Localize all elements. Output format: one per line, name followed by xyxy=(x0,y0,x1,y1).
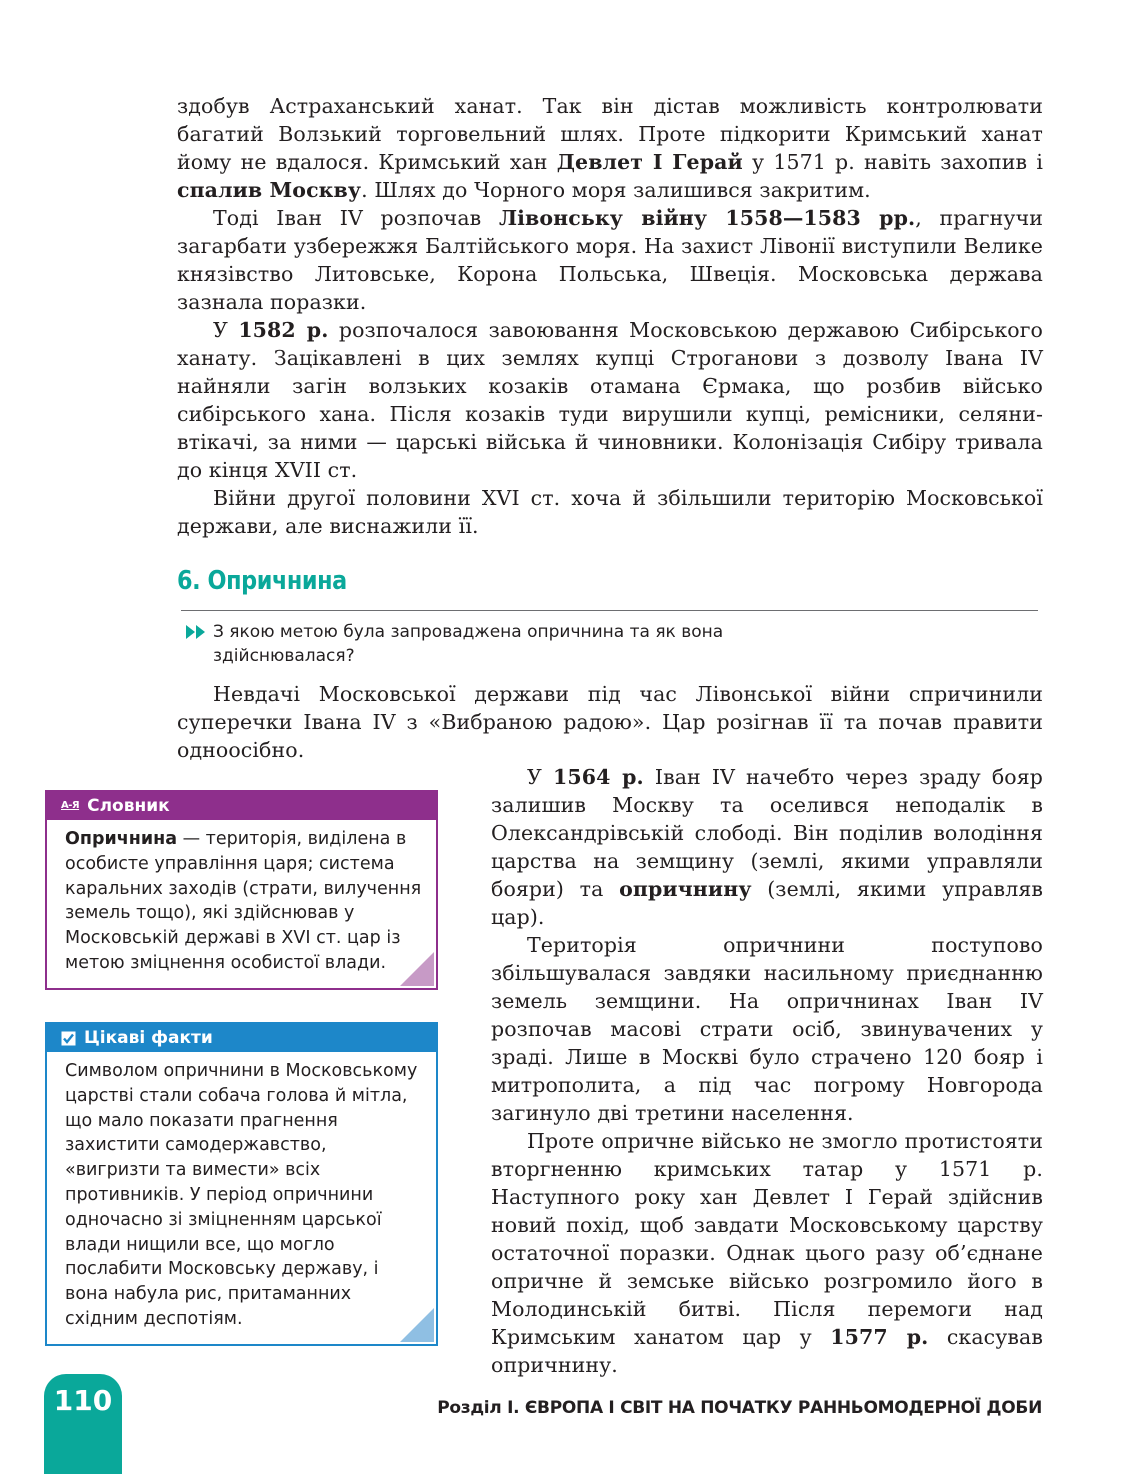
facts-header xyxy=(47,1024,436,1052)
paragraph xyxy=(491,1127,1043,1379)
text-run: (землі, якими управляв цар). xyxy=(491,877,1043,929)
text-run: У xyxy=(213,318,239,342)
facts-title: Цікаві факти xyxy=(84,1028,213,1048)
text-run: здобув Астраханський ханат. Так він дістав можливість контролювати багатий Волзький торговельний шлях. Проте підкорити Кримський ханат йому не вдалося. Кримський хан xyxy=(177,94,1043,174)
bold-term: опричнину xyxy=(619,877,752,901)
bold-term: 1564 р. xyxy=(552,765,644,789)
paragraph xyxy=(177,316,1043,484)
text-run: розпочалося завоювання Московською державою Сибірського ханату. Зацікавлені в цих землях купці Строганови з дозволу Івана IV найняли загін волзьких козаків отамана Єрмака, що розбив військо сибірського хана. Після козаків туди вирушили купці, ремісники, селяни-втікачі, за ними — царські війська й чиновники. Колонізація Сибіру тривала до кінця XVII ст. xyxy=(177,318,1043,482)
text-run: Невдачі Московської держави під час Лівонської війни спричинили суперечки Івана IV з «Вибраною радою». Цар розігнав її та почав правити одноосібно. xyxy=(177,682,1043,762)
body-text-right-column xyxy=(491,763,1043,1379)
text-run: У xyxy=(527,765,553,789)
checkbox-icon xyxy=(61,1031,76,1046)
bold-term: Лівонську війну 1558—1583 рр. xyxy=(498,206,916,230)
glossary-term: Опричнина xyxy=(65,829,178,849)
guiding-question xyxy=(186,620,786,668)
body-text-middle xyxy=(177,680,1043,764)
section-heading: 6. Опричнина xyxy=(177,566,347,596)
corner-triangle-icon xyxy=(400,1308,434,1342)
text-run: Іван IV начебто через зраду бояр залишив Москву та оселився неподалік в Олександрівській слободі. Він поділив володіння царства на земщину (землі, якими управляли бояри) та xyxy=(491,765,1043,901)
body-text-top xyxy=(177,92,1043,540)
text-run: Тоді Іван IV розпочав xyxy=(213,206,499,230)
question-text: З якою метою була запроваджена опричнина та як вона здійснювалася? xyxy=(213,622,724,666)
glossary-title: Словник xyxy=(87,796,170,816)
heading-divider xyxy=(181,610,1038,611)
dictionary-icon: А-Я xyxy=(61,800,80,811)
text-run: скасував опричнину. xyxy=(491,1325,1043,1377)
paragraph xyxy=(177,92,1043,204)
running-title: Розділ І. ЄВРОПА І СВІТ НА ПОЧАТКУ РАННЬОМОДЕРНОЇ ДОБИ xyxy=(437,1398,1042,1418)
double-arrow-icon xyxy=(186,625,208,639)
paragraph xyxy=(177,484,1043,540)
paragraph xyxy=(177,204,1043,316)
glossary-body xyxy=(47,820,436,976)
text-run: . Шлях до Чорного моря залишився закритим. xyxy=(361,178,871,202)
bold-term: Девлет І Герай xyxy=(556,150,743,174)
bold-term: 1577 р. xyxy=(830,1325,929,1349)
text-run: у 1571 р. навіть захопив і xyxy=(742,150,1043,174)
facts-box xyxy=(45,1022,438,1346)
text-run: , прагнучи загарбати узбережжя Балтійського моря. На захист Лівонії виступили Велике князівство Литовське, Корона Польська, Швеція. Московська держава зазнала поразки. xyxy=(177,206,1043,314)
text-run: Територія опричнини поступово збільшувалася завдяки насильному приєднанню земель земщини. На опричнинах Іван IV розпочав масові страти осіб, звинувачених у зраді. Лише в Москві було страчено 120 бояр і митрополита, а під час погрому Новгорода загинуло дві третини населення. xyxy=(491,933,1043,1125)
facts-text: Символом опричнини в Московському царстві стали собача голова й мітла, що мало показати прагнення захистити самодержавство, «вигризти та вимести» всіх противників. У період опричнини одночасно зі зміцненням царської влади нищили все, що могло послабити Московську державу, і вона набула рис, притаманних східним деспотіям. xyxy=(65,1061,418,1329)
bold-term: 1582 р. xyxy=(238,318,329,342)
corner-triangle-icon xyxy=(400,952,434,986)
glossary-header xyxy=(47,792,436,820)
text-run: Проте опричне військо не змогло протистояти вторгненню кримських татар у 1571 р. Наступного року хан Девлет І Герай здійснив новий похід, щоб завдати Московському царству остаточної поразки. Однак цього разу об’єднане опричне й земське військо розгромило його в Молодинській битві. Після перемоги над Кримським ханатом цар у xyxy=(491,1129,1043,1349)
bold-term: спалив Москву xyxy=(177,178,362,202)
glossary-box xyxy=(45,790,438,990)
text-run: Війни другої половини XVI ст. хоча й збільшили територію Московської держави, але виснажили її. xyxy=(177,486,1043,538)
page-number: 110 xyxy=(44,1374,122,1474)
paragraph xyxy=(177,680,1043,764)
glossary-definition: — територія, виділена в особисте управління царя; система каральних заходів (страти, вилучення земель тощо), які здійснював у Московській державі в XVI ст. цар із метою зміцнення особистої влади. xyxy=(65,829,422,973)
paragraph xyxy=(491,763,1043,931)
paragraph xyxy=(491,931,1043,1127)
